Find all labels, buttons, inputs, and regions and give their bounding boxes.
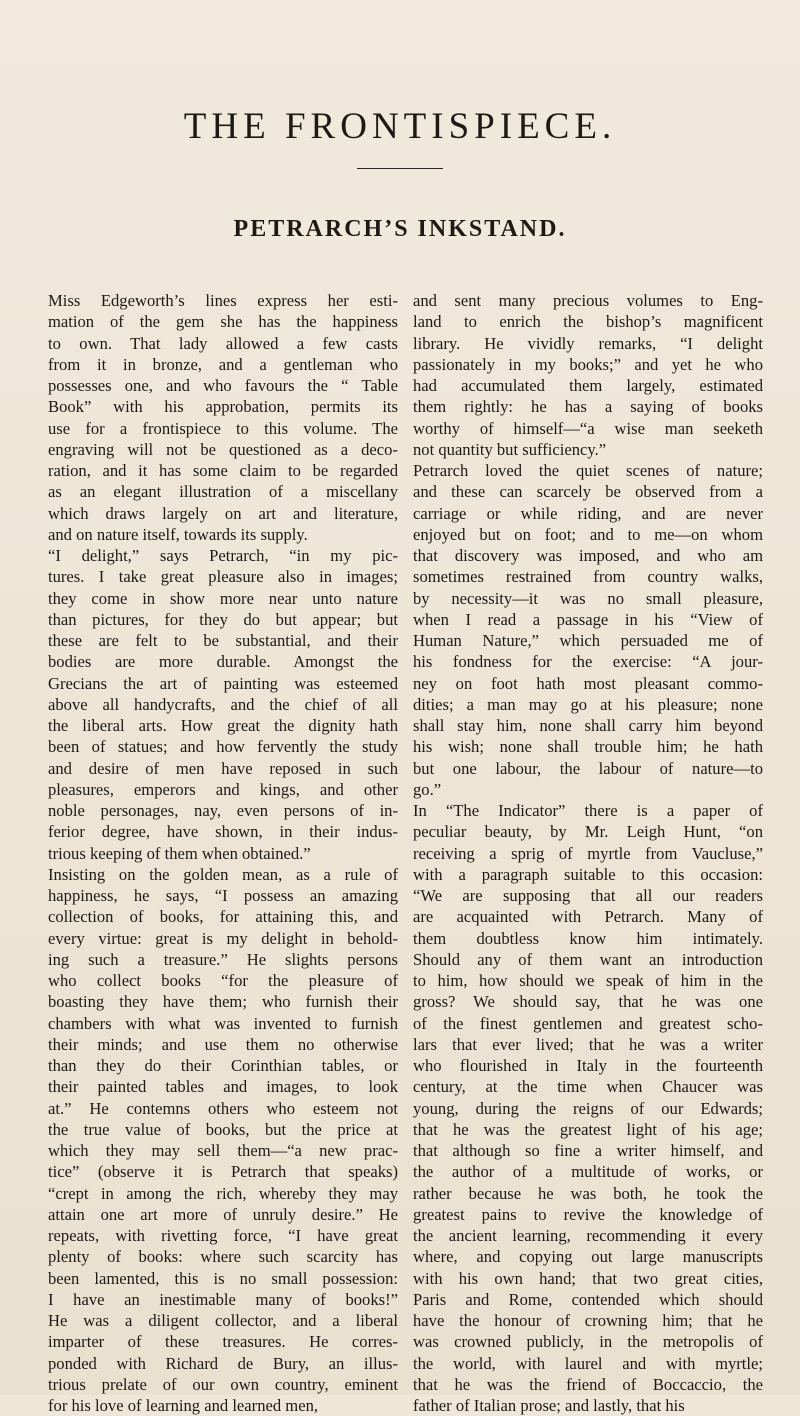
text-line: Book” with his approbation, permits its bbox=[48, 397, 398, 417]
text-line: Human Nature,” which persuaded me of bbox=[413, 631, 763, 650]
text-line: as an elegant illustration of a miscellany bbox=[48, 482, 398, 502]
text-line: for his love of learning and learned men, bbox=[48, 1396, 319, 1415]
text-line: by necessity—it was no small pleasure, bbox=[413, 588, 763, 608]
text-line: “crept in among the rich, whereby they may bbox=[48, 1183, 398, 1203]
text-line: He was a diligent collector, and a liberal bbox=[48, 1311, 398, 1330]
text-line: “I delight,” says Petrarch, “in my pic- bbox=[48, 546, 398, 565]
text-line: worthy of himself—“a wise man seeketh bbox=[413, 418, 763, 438]
text-line: noble personages, nay, even persons of in- bbox=[48, 801, 398, 820]
text-line: ney on foot hath most pleasant commo- bbox=[413, 673, 763, 693]
text-line: ferior degree, have shown, in their indus- bbox=[48, 822, 398, 842]
text-line: was crowned publicly, in the metropolis of bbox=[413, 1332, 763, 1352]
text-line: the liberal arts. How great the dignity hath bbox=[48, 716, 398, 735]
text-line: plenty of books: where such scarcity has bbox=[48, 1247, 398, 1267]
left-column bbox=[48, 290, 398, 1416]
text-line: tice” (observe it is Petrarch that speaks) bbox=[48, 1162, 398, 1182]
text-line: ration, and it has some claim to be regarded bbox=[48, 461, 398, 480]
text-line: lars that ever lived; that he was a writer bbox=[413, 1034, 763, 1054]
text-line: trious prelate of our own country, eminent bbox=[48, 1374, 398, 1394]
text-line: Petrarch loved the quiet scenes of nature; bbox=[413, 461, 763, 480]
text-line: Paris and Rome, contended which should bbox=[413, 1289, 763, 1309]
text-line: “We are supposing that all our readers bbox=[413, 886, 763, 905]
text-line: are acquainted with Petrarch. Many of bbox=[413, 907, 763, 927]
text-line: father of Italian prose; and lastly, that his bbox=[413, 1396, 685, 1415]
text-line: and these can scarcely be observed from a bbox=[413, 482, 763, 502]
text-line: bodies are more durable. Amongst the bbox=[48, 652, 398, 672]
text-line: who collect books “for the pleasure of bbox=[48, 971, 398, 990]
text-line: the world, with laurel and with myrtle; bbox=[413, 1353, 763, 1373]
text-line: enjoyed but on foot; and to me—on whom bbox=[413, 524, 763, 544]
text-line: ponded with Richard de Bury, an illus- bbox=[48, 1353, 398, 1373]
text-line: rather because he was both, he took the bbox=[413, 1183, 763, 1203]
text-line: Insisting on the golden mean, as a rule of bbox=[48, 864, 398, 884]
text-line: from it in bronze, and a gentleman who bbox=[48, 354, 398, 374]
text-line: to own. That lady allowed a few casts bbox=[48, 333, 398, 353]
text-line: happiness, he says, “I possess an amazing bbox=[48, 886, 398, 905]
text-line: have the honour of crowning him; that he bbox=[413, 1311, 763, 1330]
text-line: where, and copying out large manuscripts bbox=[413, 1247, 763, 1267]
text-line: use for a frontispiece to this volume. The bbox=[48, 418, 398, 438]
text-line: their painted tables and images, to look bbox=[48, 1077, 398, 1097]
text-line: that discovery was imposed, and who am bbox=[413, 546, 763, 565]
text-line: imparter of these treasures. He corres- bbox=[48, 1332, 398, 1352]
text-line: their minds; and use them no otherwise bbox=[48, 1034, 398, 1054]
text-line: than pictures, for they do but appear; but bbox=[48, 609, 398, 629]
right-column bbox=[413, 290, 763, 1416]
text-line: trious keeping of them when obtained.” bbox=[48, 843, 311, 863]
text-line: sometimes restrained from country walks, bbox=[413, 567, 763, 587]
text-line: engraving will not be questioned as a deco- bbox=[48, 439, 398, 459]
text-line: they come in show more near unto nature bbox=[48, 588, 398, 608]
text-line: that he was the friend of Boccaccio, the bbox=[413, 1374, 763, 1394]
page-subtitle: PETRARCH’S INKSTAND. bbox=[233, 216, 567, 242]
text-line: shall stay him, none shall carry him beyond bbox=[413, 716, 763, 735]
text-line: but one labour, the labour of nature—to bbox=[413, 758, 763, 778]
text-line: In “The Indicator” there is a paper of bbox=[413, 801, 763, 820]
text-line: them rightly: he has a saying of books bbox=[413, 397, 763, 417]
text-line: who flourished in Italy in the fourteenth bbox=[413, 1056, 763, 1075]
text-line: the ancient learning, recommending it every bbox=[413, 1226, 763, 1245]
text-line: greatest pains to revive the knowledge of bbox=[413, 1204, 763, 1224]
text-line: them doubtless know him intimately. bbox=[413, 928, 763, 948]
text-line: with a paragraph suitable to this occasion: bbox=[413, 864, 763, 884]
text-line: that although so fine a writer himself, and bbox=[413, 1141, 763, 1160]
text-line: dities; a man may go at his pleasure; none bbox=[413, 694, 763, 714]
text-line: attain one art more of unruly desire.” He bbox=[48, 1204, 398, 1224]
text-line: with his own hand; that two great cities, bbox=[413, 1268, 763, 1288]
text-line: gross? We should say, that he was one bbox=[413, 992, 763, 1012]
text-line: his fondness for the exercise: “A jour- bbox=[413, 652, 763, 672]
text-line: of the finest gentlemen and greatest scho- bbox=[413, 1013, 763, 1033]
text-line: and desire of men have reposed in such bbox=[48, 758, 398, 778]
text-line: been lamented, this is no small possession: bbox=[48, 1268, 398, 1288]
text-line: and on nature itself, towards its supply. bbox=[48, 524, 308, 544]
text-line: boasting they have them; who furnish their bbox=[48, 992, 398, 1012]
text-line: mation of the gem she has the happiness bbox=[48, 312, 398, 332]
text-line: passionately in my books;” and yet he who bbox=[413, 354, 763, 374]
text-line: than they do their Corinthian tables, or bbox=[48, 1056, 398, 1075]
text-line: which they may sell them—“a new prac- bbox=[48, 1141, 398, 1160]
text-line: his wish; none shall trouble him; he hath bbox=[413, 737, 763, 757]
text-line: that he was the greatest light of his age; bbox=[413, 1119, 763, 1139]
text-line: which draws largely on art and literature, bbox=[48, 503, 398, 523]
text-line: collection of books, for attaining this, and bbox=[48, 907, 398, 927]
text-line: and sent many precious volumes to Eng- bbox=[413, 291, 763, 310]
text-line: young, during the reigns of our Edwards; bbox=[413, 1098, 763, 1118]
text-line: tures. I take great pleasure also in images; bbox=[48, 567, 398, 587]
text-line: land to enrich the bishop’s magnificent bbox=[413, 312, 763, 332]
text-line: at.” He contemns others who esteem not bbox=[48, 1098, 398, 1118]
text-line: to him, how should we speak of him in the bbox=[413, 971, 763, 990]
page-title: THE FRONTISPIECE. bbox=[183, 106, 617, 147]
text-line: library. He vividly remarks, “I delight bbox=[413, 333, 763, 353]
text-line: not quantity but sufficiency.” bbox=[413, 439, 607, 459]
text-line: century, at the time when Chaucer was bbox=[413, 1077, 763, 1097]
text-line: possesses one, and who favours the “ Table bbox=[48, 376, 398, 395]
text-line: chambers with what was invented to furnish bbox=[48, 1013, 398, 1033]
text-line: the true value of books, but the price at bbox=[48, 1119, 398, 1139]
text-line: the author of a multitude of works, or bbox=[413, 1162, 763, 1182]
text-line: been of statues; and how fervently the study bbox=[48, 737, 398, 757]
text-line: pleasures, emperors and kings, and other bbox=[48, 779, 398, 799]
text-line: these are felt to be substantial, and their bbox=[48, 631, 398, 650]
title-rule bbox=[357, 168, 443, 169]
text-line: had accumulated them largely, estimated bbox=[413, 376, 763, 395]
text-line: ing such a treasure.” He slights persons bbox=[48, 949, 398, 969]
text-line: Should any of them want an introduction bbox=[413, 949, 763, 969]
text-line: peculiar beauty, by Mr. Leigh Hunt, “on bbox=[413, 822, 763, 842]
text-line: every virtue: great is my delight in behold- bbox=[48, 928, 398, 948]
text-line: go.” bbox=[413, 779, 442, 799]
text-line: carriage or while riding, and are never bbox=[413, 503, 763, 523]
text-line: Miss Edgeworth’s lines express her esti- bbox=[48, 291, 398, 310]
text-line: Grecians the art of painting was esteemed bbox=[48, 673, 398, 693]
text-line: when I read a passage in his “View of bbox=[413, 609, 763, 629]
text-line: above all handycrafts, and the chief of all bbox=[48, 694, 398, 714]
text-line: repeats, with rivetting force, “I have great bbox=[48, 1226, 398, 1245]
text-line: I have an inestimable many of books!” bbox=[48, 1289, 398, 1309]
text-line: receiving a sprig of myrtle from Vaucluse,” bbox=[413, 843, 763, 863]
